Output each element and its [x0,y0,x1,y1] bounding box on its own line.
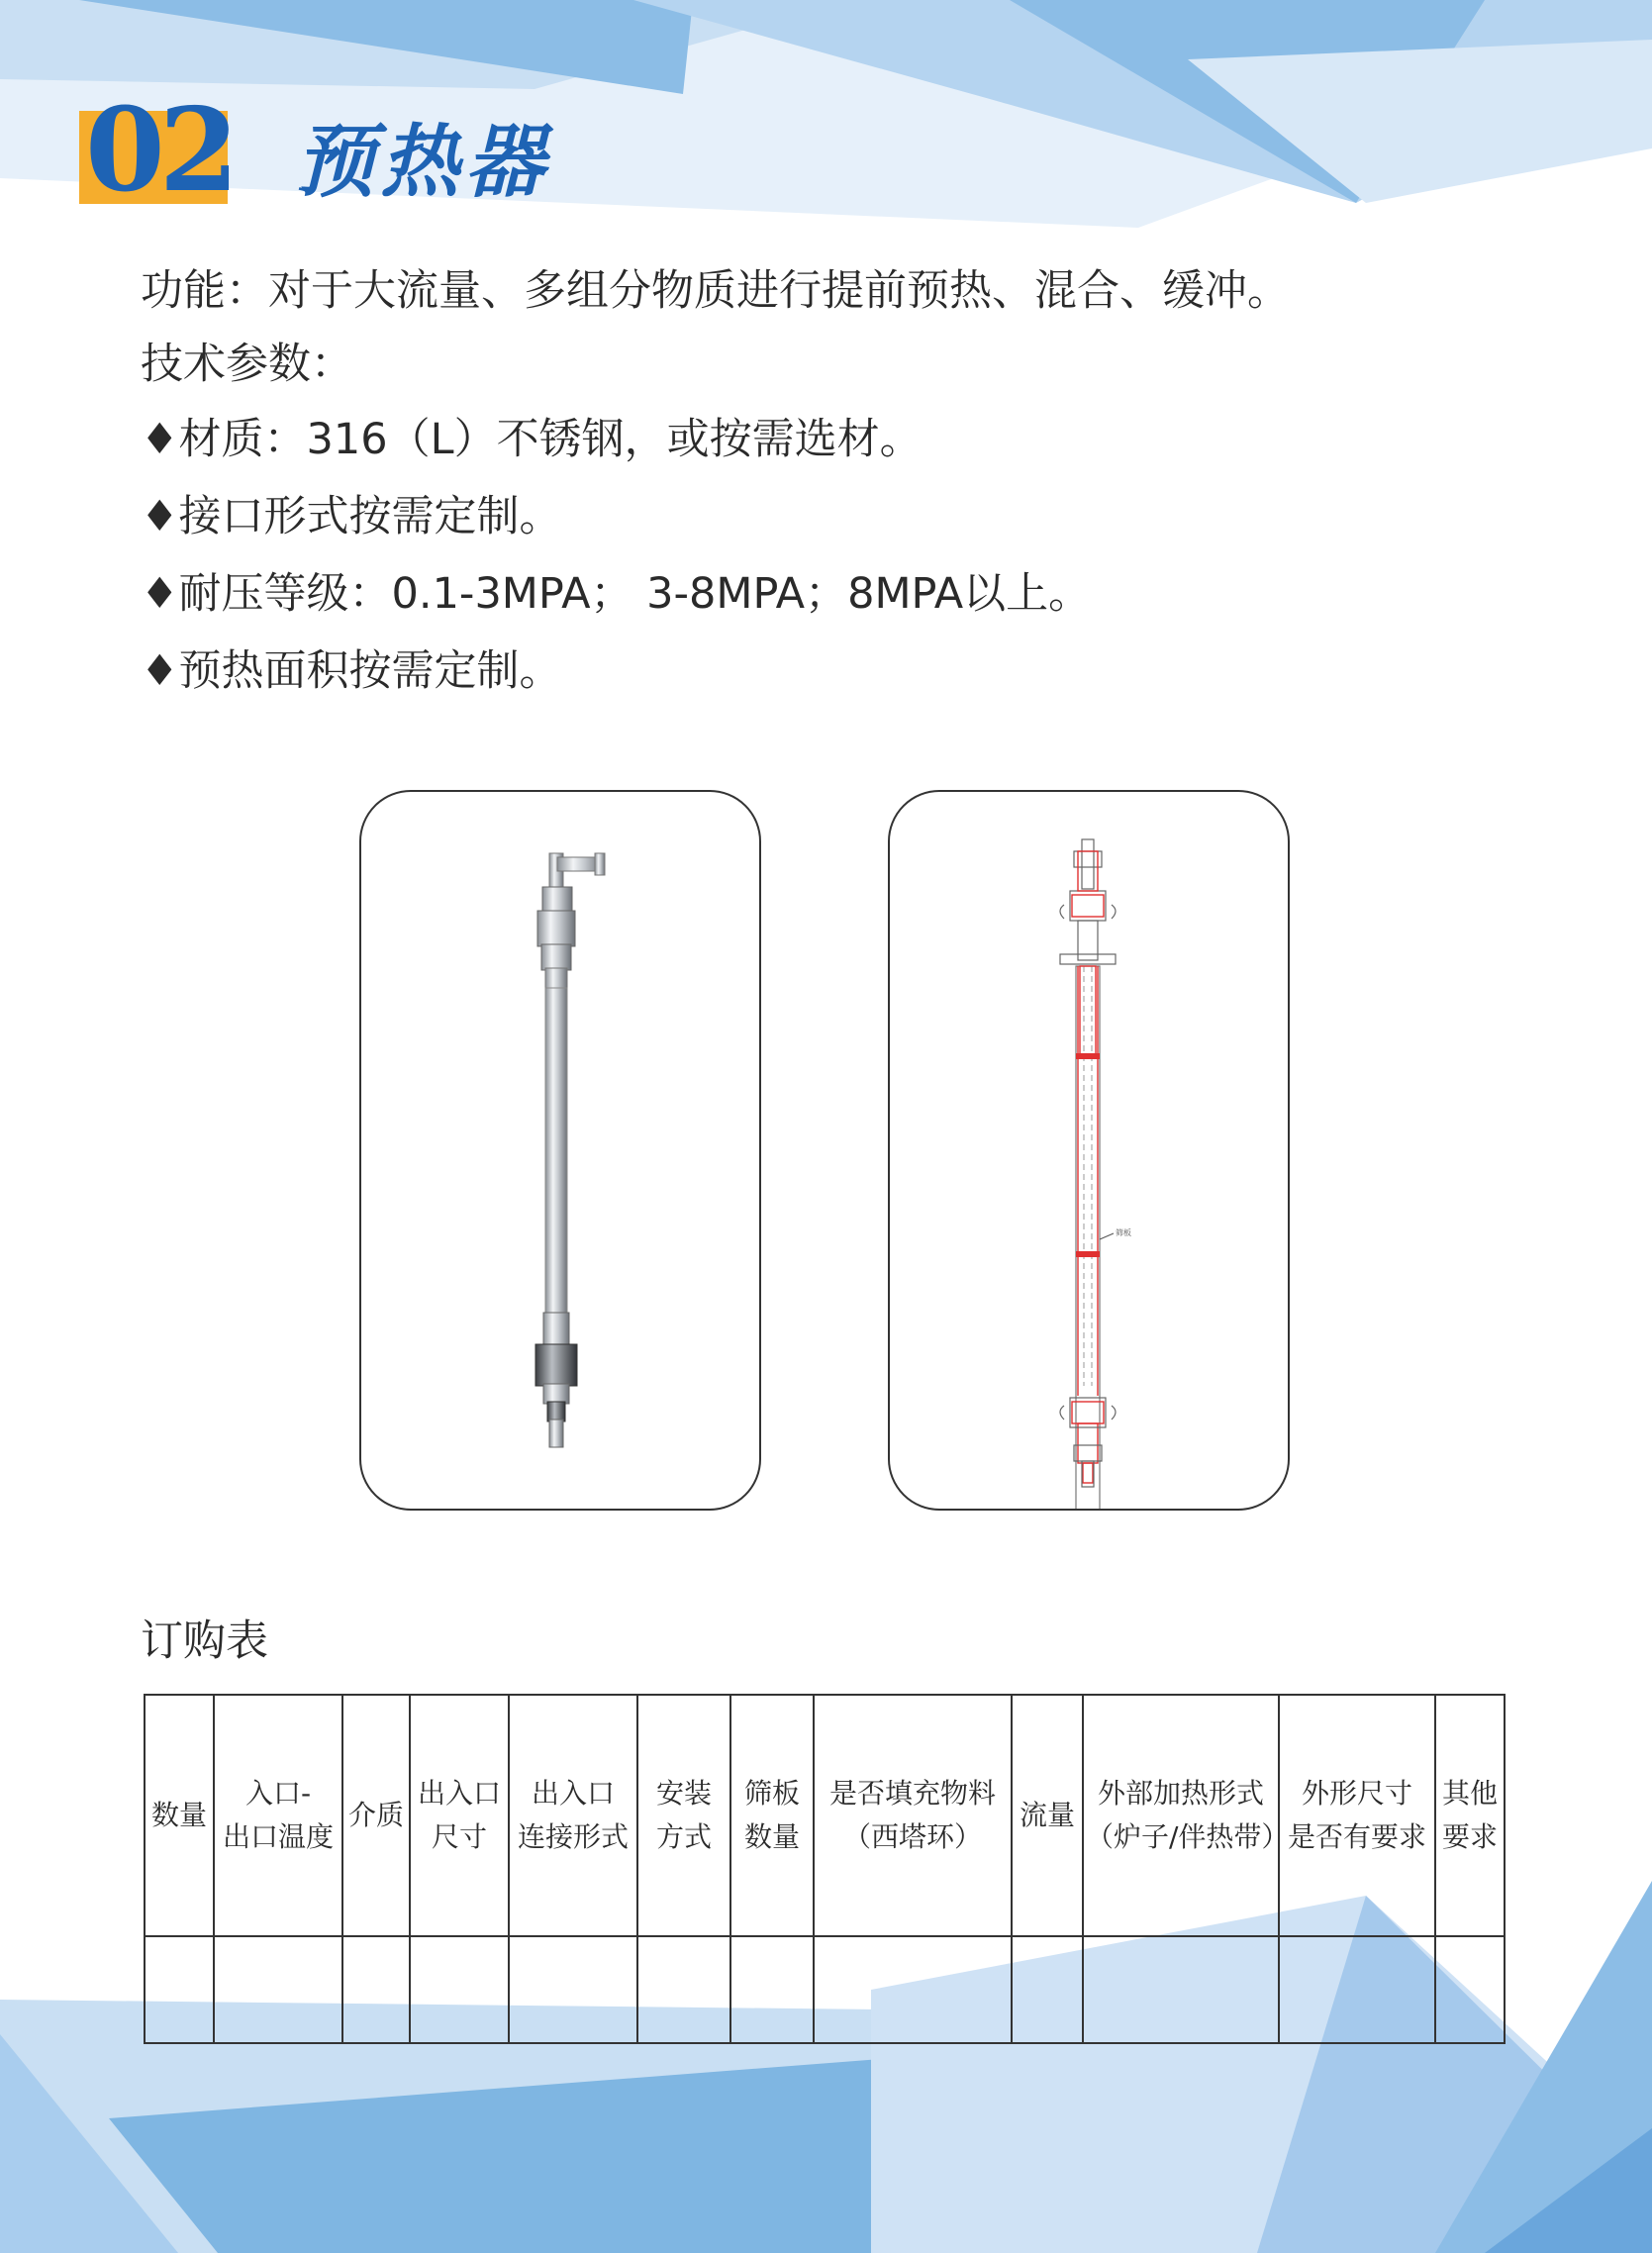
col-dimension-requirement: 外形尺寸 是否有要求 [1279,1695,1435,1936]
col-packing-fill: 是否填充物料 （西塔环） [814,1695,1012,1936]
table-cell[interactable] [410,1936,509,2043]
function-description: 功能：对于大流量、多组分物质进行提前预热、混合、缓冲。 [141,266,1290,316]
param-pressure: ♦耐压等级：0.1-3MPA； 3-8MPA；8MPA以上。 [141,569,1092,619]
section-number: 02 [85,83,234,218]
col-port-connection: 出入口 连接形式 [509,1695,637,1936]
order-table [144,1694,1506,2044]
table-cell[interactable] [637,1936,730,2043]
table-cell[interactable] [730,1936,814,2043]
preheater-technical-drawing [890,792,1290,1511]
col-other-requirements: 其他 要求 [1435,1695,1505,1936]
table-cell[interactable] [1279,1936,1435,2043]
col-flow: 流量 [1012,1695,1083,1936]
order-table-header-row [145,1695,1505,1936]
table-cell[interactable] [214,1936,342,2043]
col-inlet-outlet-temp: 入口- 出口温度 [214,1695,342,1936]
preheater-photo-illustration [361,792,761,1511]
col-quantity: 数量 [145,1695,214,1936]
order-table-row [145,1936,1505,2043]
technical-drawing-panel [888,790,1290,1511]
sieve-plate-annotation: 筛板 [1116,1228,1131,1237]
table-cell[interactable] [1083,1936,1279,2043]
section-title: 预热器 [295,116,550,208]
param-area: ♦预热面积按需定制。 [141,646,562,696]
col-sieve-count: 筛板 数量 [730,1695,814,1936]
table-cell[interactable] [1435,1936,1505,2043]
table-cell[interactable] [342,1936,410,2043]
col-installation: 安装 方式 [637,1695,730,1936]
col-port-size: 出入口 尺寸 [410,1695,509,1936]
table-cell[interactable] [145,1936,214,2043]
param-material: ♦材质：316（L）不锈钢，或按需选材。 [141,415,923,464]
order-table-title: 订购表 [141,1616,268,1666]
table-cell[interactable] [814,1936,1012,2043]
params-heading: 技术参数： [141,340,353,389]
table-cell[interactable] [1012,1936,1083,2043]
col-medium: 介质 [342,1695,410,1936]
param-interface: ♦接口形式按需定制。 [141,492,562,541]
col-external-heating: 外部加热形式 （炉子/伴热带） [1083,1695,1279,1936]
table-cell[interactable] [509,1936,637,2043]
section-number-badge [79,83,247,218]
product-photo-panel [359,790,761,1511]
